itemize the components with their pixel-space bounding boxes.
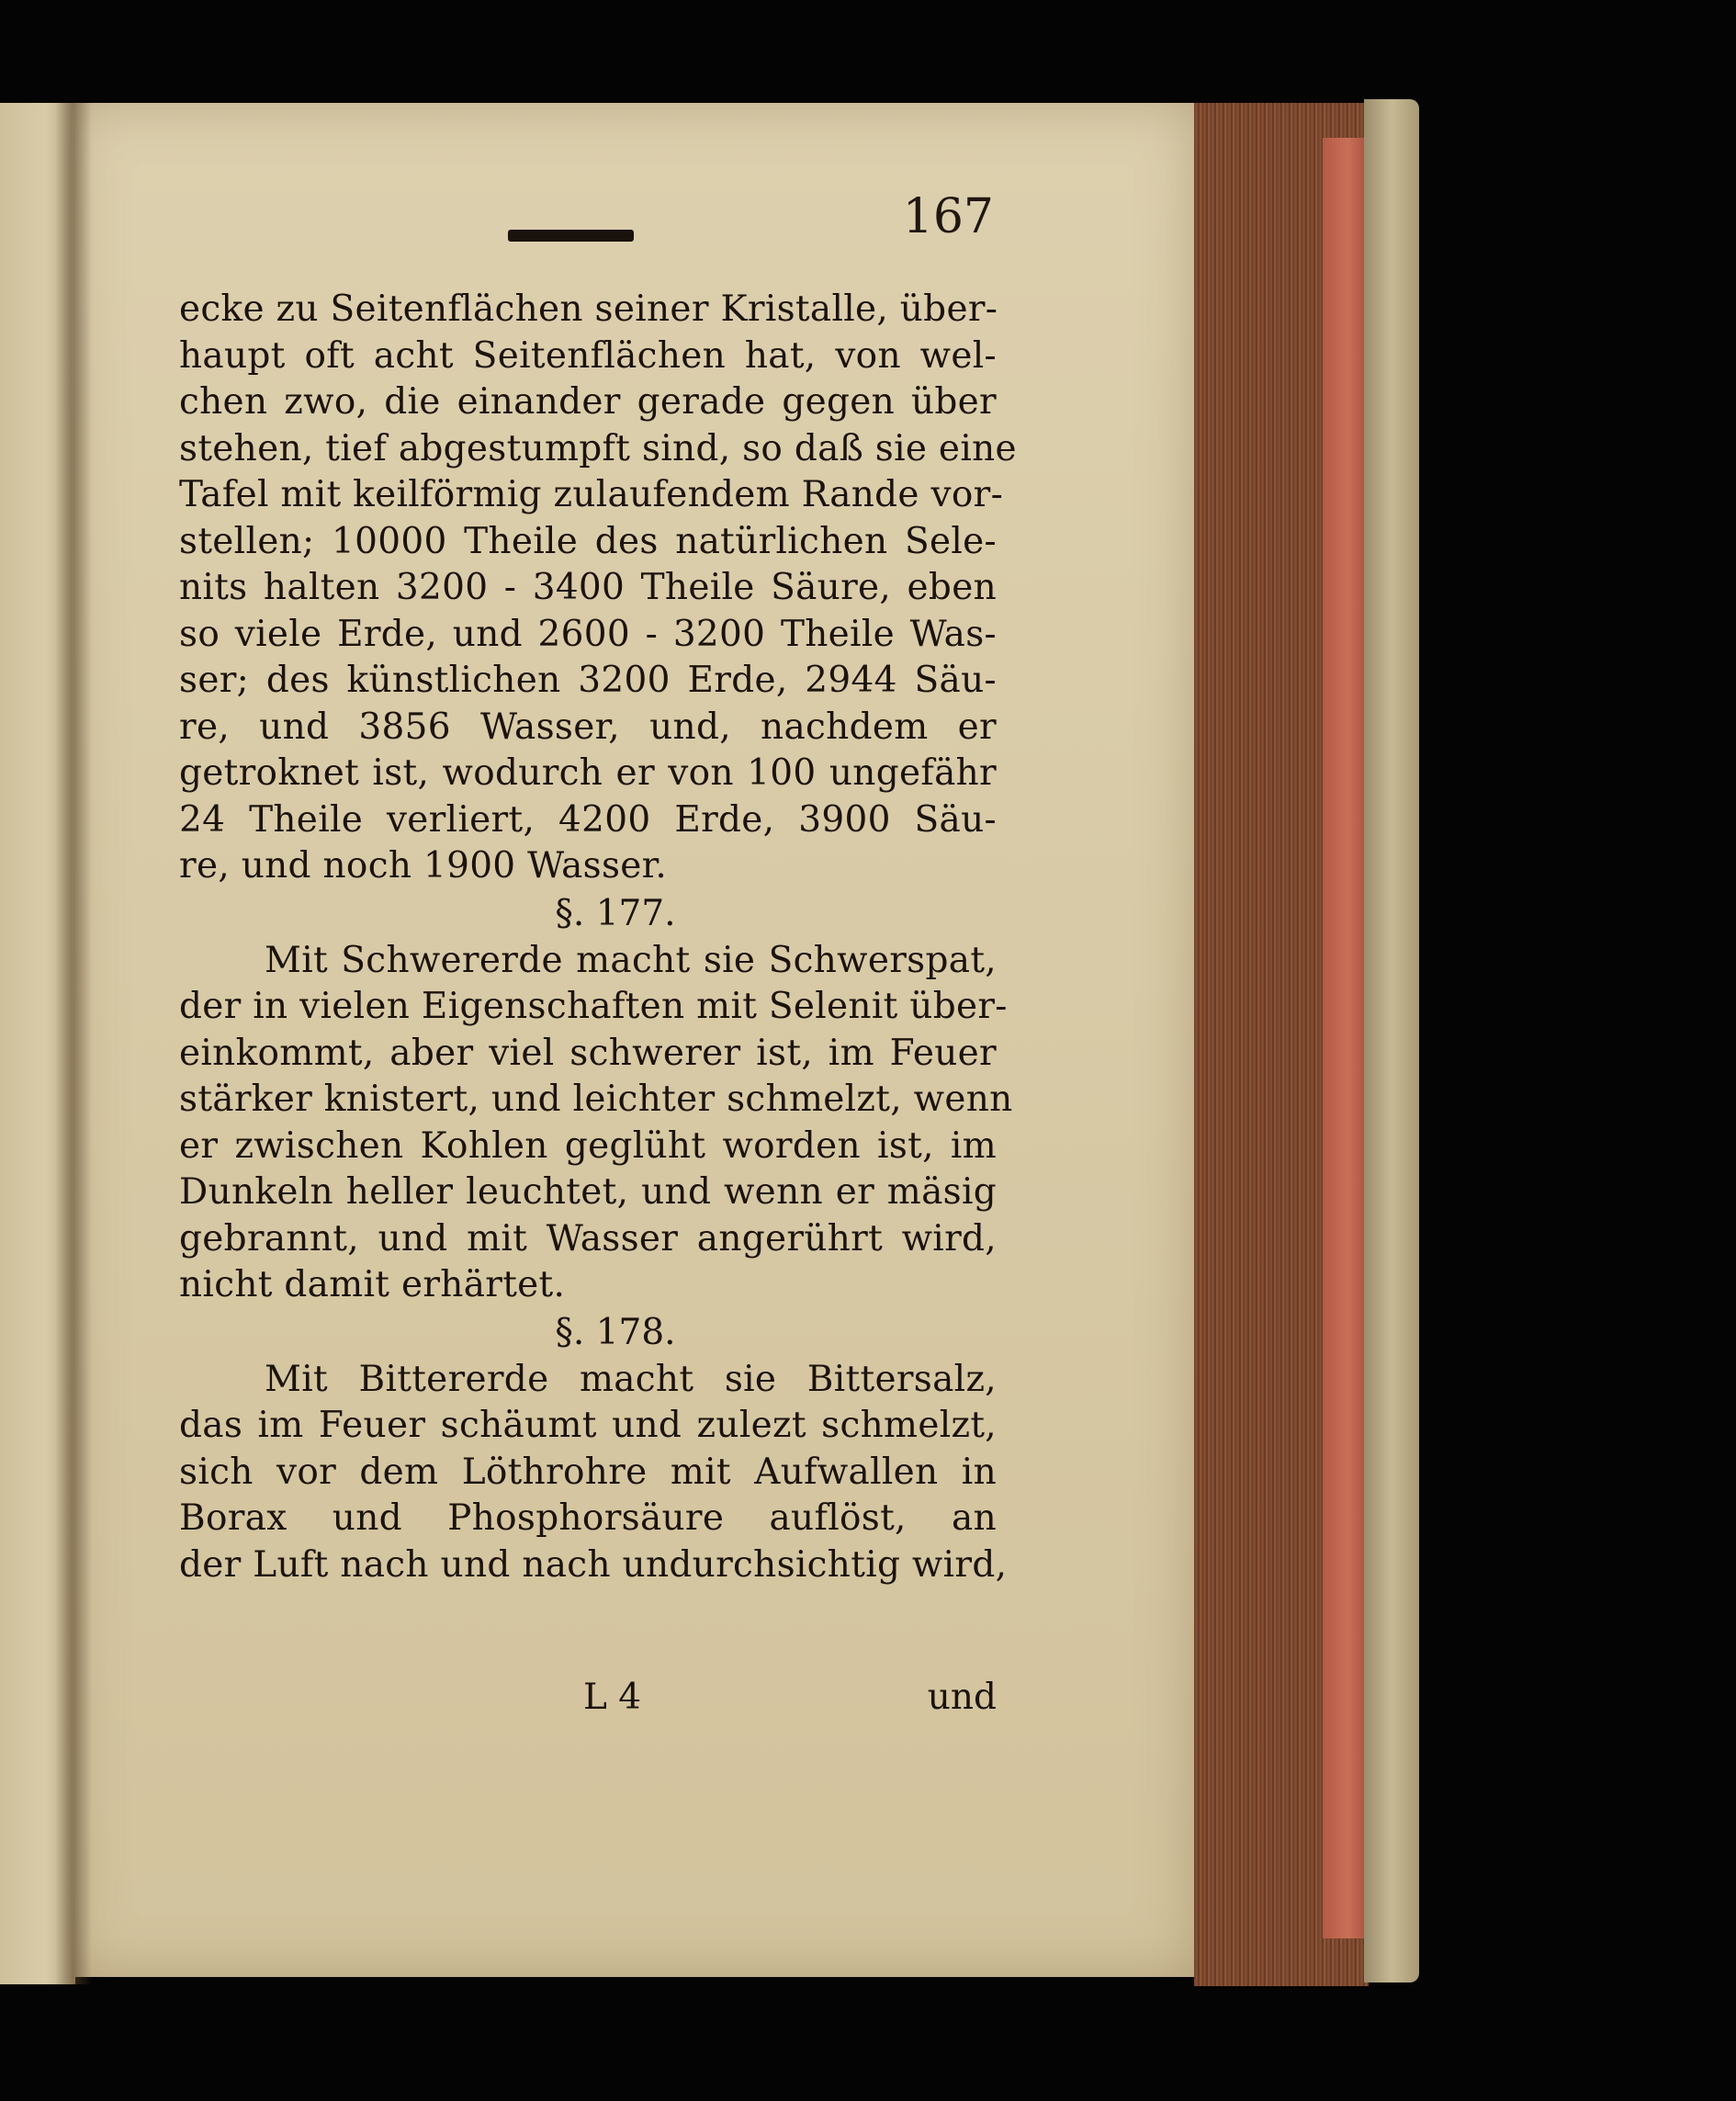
text-line: getroknet ist, wodurch er von 100 ungefähr (179, 752, 997, 794)
text-line: Tafel mit keilförmig zulaufendem Rande vor- (179, 474, 1004, 515)
text-line: chen zwo, die einander gerade gegen über (179, 381, 997, 423)
text-line: er zwischen Kohlen geglüht worden ist, im (179, 1124, 997, 1167)
catchword: und (927, 1677, 997, 1718)
text-line: stehen, tief abgestumpft sind, so daß sie eine (179, 427, 1017, 469)
text-line: das im Feuer schäumt und zulezt schmelzt, (179, 1405, 997, 1446)
text-line: Mit Bittererde macht sie Bittersalz, (265, 1358, 997, 1400)
text-line: nicht damit erhärtet. (179, 1264, 566, 1305)
text-line: stellen; 10000 Theile des natürlichen Sele- (179, 520, 997, 562)
text-line: der Luft nach und nach undurchsichtig wird, (179, 1543, 1008, 1586)
text-line: einkommt, aber viel schwerer ist, im Feuer (179, 1032, 997, 1074)
text-line: Borax und Phosphorsäure auflöst, an (179, 1497, 997, 1539)
text-line: Dunkeln heller leuchtet, und wenn er mäsig (179, 1171, 997, 1213)
text-line: ecke zu Seitenflächen seiner Kristalle, über- (179, 288, 998, 330)
text-line: Mit Schwererde macht sie Schwerspat, (265, 939, 997, 981)
text-line: so viele Erde, und 2600 - 3200 Theile Was- (179, 613, 997, 655)
header-rule (508, 230, 634, 242)
text-line: re, und noch 1900 Wasser. (179, 845, 668, 887)
gutter-shadow (55, 103, 92, 1984)
text-line: re, und 3856 Wasser, und, nachdem er (179, 706, 997, 748)
text-line: 24 Theile verliert, 4200 Erde, 3900 Säu- (179, 798, 997, 841)
text-line: der in vielen Eigenschaften mit Selenit über- (179, 986, 1008, 1027)
body-text (179, 287, 1017, 1588)
text-line: ser; des künstlichen 3200 Erde, 2944 Säu- (179, 660, 997, 701)
text-line: sich vor dem Löthrohre mit Aufwallen in (179, 1451, 997, 1493)
text-line: stärker knistert, und leichter schmelzt, wenn (179, 1079, 1013, 1120)
text-line: gebrannt, und mit Wasser angerührt wird, (179, 1217, 997, 1259)
text-line: nits halten 3200 - 3400 Theile Säure, eben (179, 567, 997, 608)
section-heading-178: §. 178. (555, 1311, 676, 1353)
book-cover-edge (1364, 99, 1419, 1982)
page-number: 167 (902, 189, 994, 244)
page-footer (179, 1675, 997, 1721)
signature-mark: L 4 (583, 1677, 642, 1718)
text-line: haupt oft acht Seitenflächen hat, von wel- (179, 334, 997, 377)
section-heading-177: §. 177. (555, 892, 676, 934)
